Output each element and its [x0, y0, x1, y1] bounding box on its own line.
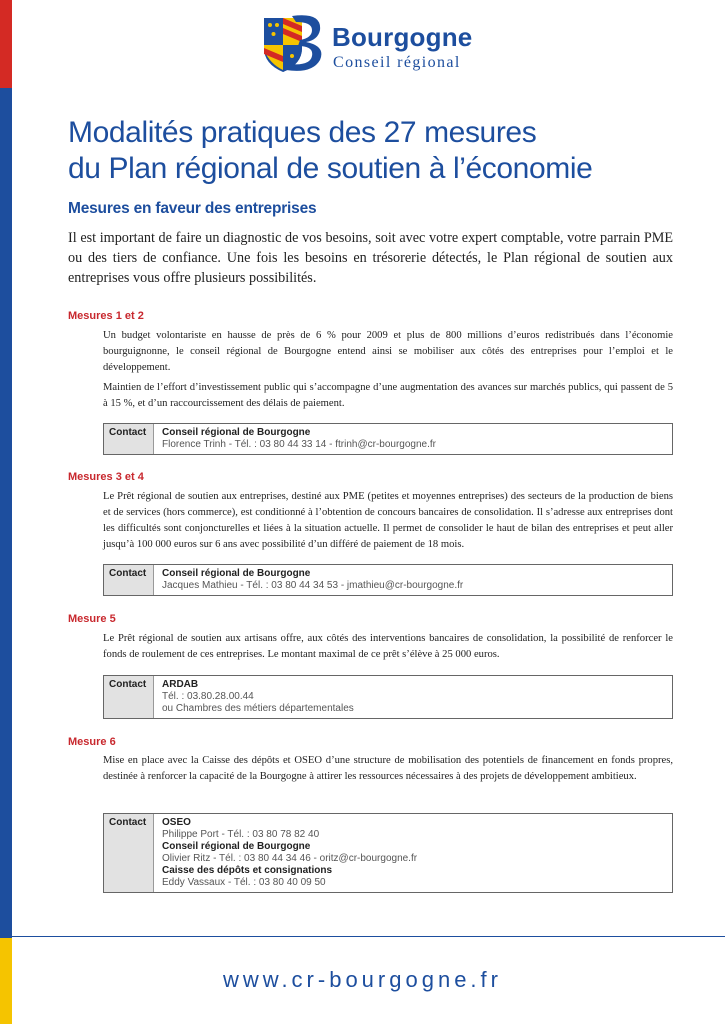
contact-details-oseo: Philippe Port - Tél. : 03 80 78 82 40: [162, 829, 320, 840]
contact-label: Contact: [104, 565, 154, 595]
contact-details: Florence Trinh - Tél. : 03 80 44 33 14 - ftrinh@cr-bourgogne.fr: [162, 439, 436, 450]
contact-label: Contact: [104, 814, 154, 892]
heading-mesures-1-2: Mesures 1 et 2: [68, 310, 144, 322]
contact-box-mesures-3-4: [103, 564, 673, 596]
contact-alternative: ou Chambres des métiers départementales: [162, 703, 354, 714]
heading-mesure-6: Mesure 6: [68, 736, 116, 748]
section-subtitle: Mesures en faveur des entreprises: [68, 200, 317, 217]
paragraph-mesures-3-4: Le Prêt régional de soutien aux entreprises, destiné aux PME (petites et moyennes entreprises) des secteurs de la production de biens et de services (hors commerce), est conditionné à l’obtention de concours bancaires de consolidation. Il s’adresse aux entreprises dont les difficultés sont conjoncturelles et liées à la situation actuelle. Il permet de consolider le haut de bilan des entreprises et peut aller jusqu’à 100 000 euros sur 6 ans avec possibilité d’un différé de paiement de 18 mois.: [103, 491, 673, 550]
footer-website-link[interactable]: www.cr-bourgogne.fr: [223, 967, 502, 992]
side-stripe-blue: [0, 88, 12, 938]
paragraph-mesures-1-2-a: Un budget volontariste en hausse de près de 6 % pour 2009 et plus de 800 millions d’euros redistribués dans l’économie bourguignonne, le conseil régional de Bourgogne entend ainsi se mobiliser aux côtés des entreprises pour l’emploi et le développement.: [103, 330, 673, 373]
contact-org-conseil: Conseil régional de Bourgogne: [162, 841, 311, 852]
contact-info: [154, 424, 436, 454]
intro-paragraph: Il est important de faire un diagnostic de vos besoins, soit avec votre expert comptable, votre parrain PME ou des tiers de confiance. Une fois les besoins en trésorerie détectés, le Plan régional de soutien aux entreprises vous offre plusieurs possibilités.: [68, 230, 673, 286]
heading-mesures-3-4: Mesures 3 et 4: [68, 471, 144, 483]
contact-box-mesures-1-2: [103, 423, 673, 455]
contact-org-caisse: Caisse des dépôts et consignations: [162, 865, 333, 876]
contact-label: Contact: [104, 424, 154, 454]
brand-subtitle: Conseil régional: [333, 54, 461, 71]
page-title: [68, 115, 708, 187]
contact-box-mesure-6: [103, 813, 673, 893]
region-logo: [262, 14, 482, 74]
paragraph-mesures-1-2-b: Maintien de l’effort d’investissement public qui s’accompagne d’une augmentation des avances sur marchés publics, qui passent de 5 à 15 %, et d’un raccourcissement des délais de paiement.: [103, 382, 673, 409]
contact-info: [154, 814, 417, 892]
contact-phone: Tél. : 03.80.28.00.44: [162, 691, 254, 702]
contact-label: Contact: [104, 676, 154, 718]
footer-divider: [12, 936, 725, 937]
contact-box-mesure-5: [103, 675, 673, 719]
contact-info: [154, 565, 463, 595]
side-stripe-red: [0, 0, 12, 88]
brand-name: Bourgogne: [332, 22, 473, 52]
contact-details-conseil: Olivier Ritz - Tél. : 03 80 44 34 46 - oritz@cr-bourgogne.fr: [162, 853, 418, 864]
contact-details-caisse: Eddy Vassaux - Tél. : 03 80 40 09 50: [162, 877, 326, 888]
title-line-1: Modalités pratiques des 27 mesures: [68, 116, 537, 149]
title-line-2: du Plan régional de soutien à l’économie: [68, 152, 593, 185]
contact-org: Conseil régional de Bourgogne: [162, 427, 311, 438]
contact-details: Jacques Mathieu - Tél. : 03 80 44 34 53 - jmathieu@cr-bourgogne.fr: [162, 580, 464, 591]
heading-mesure-5: Mesure 5: [68, 613, 116, 625]
contact-org-oseo: OSEO: [162, 817, 191, 828]
paragraph-mesure-6: Mise en place avec la Caisse des dépôts et OSEO d’une structure de mobilisation des potentiels de financement en fonds propres, destinée à renforcer la capacité de la Bourgogne à attirer les ressources nécessaires à des projets de développement ambitieux.: [103, 755, 673, 782]
contact-info: [154, 676, 354, 718]
contact-org: Conseil régional de Bourgogne: [162, 568, 311, 579]
contact-org: ARDAB: [162, 679, 199, 690]
burgundy-crest-icon: [262, 14, 328, 74]
paragraph-mesure-5: Le Prêt régional de soutien aux artisans offre, aux côtés des interventions bancaires de consolidation, la possibilité de renforcer le fonds de roulement de ces entreprises. Le montant maximal de ce prêt s’élève à 25 000 euros.: [103, 633, 673, 660]
